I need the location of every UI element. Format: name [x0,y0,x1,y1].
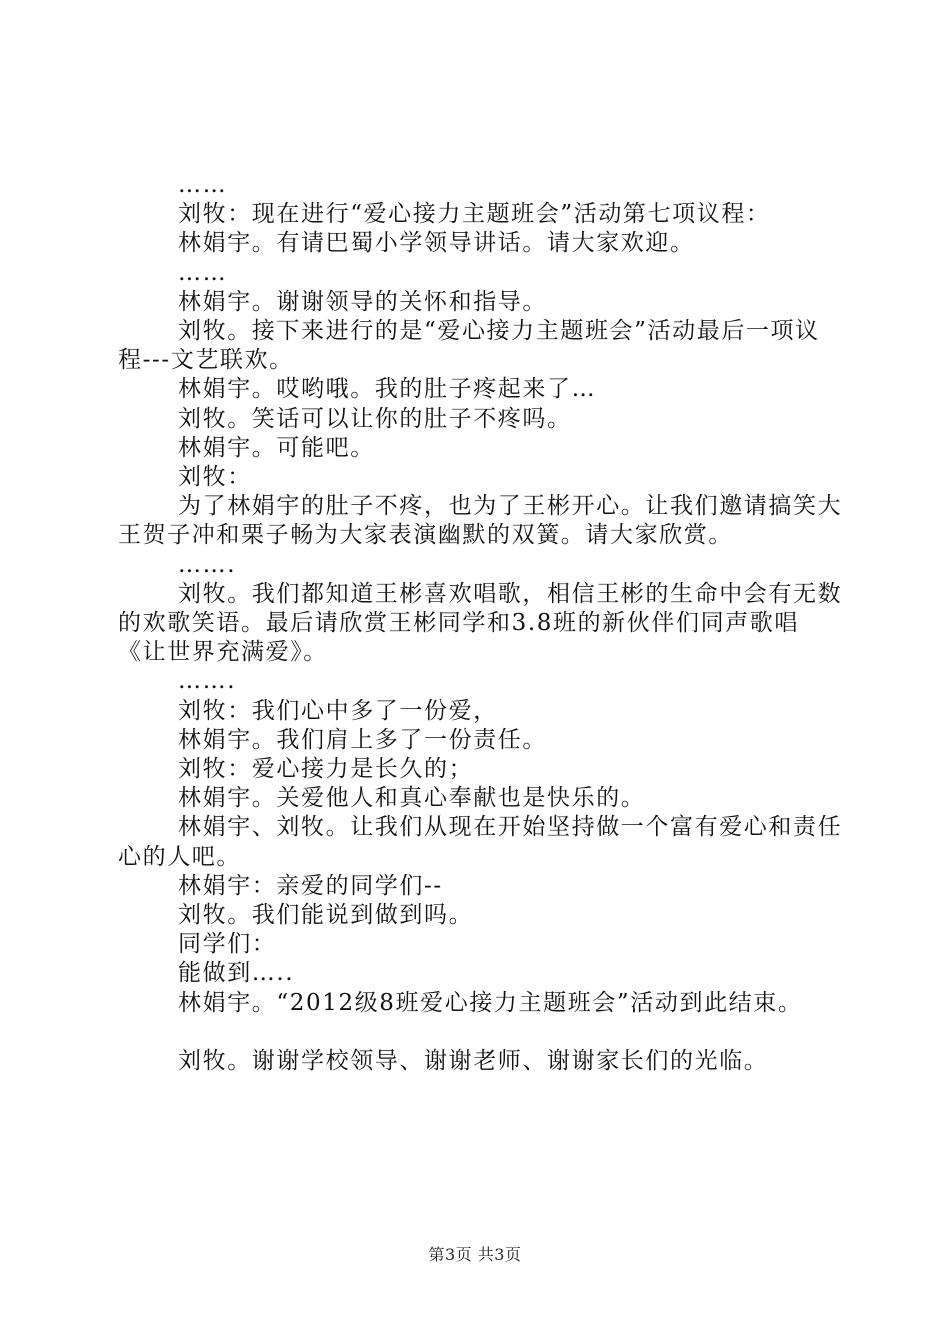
paragraph: 林娟宇。“2012级8班爱心接力主题班会”活动到此结束。 [178,989,803,1016]
paragraph: 林娟宇。谢谢领导的关怀和指导。 [178,288,547,315]
paragraph: 刘牧：现在进行“爱心接力主题班会”活动第七项议程： [178,201,771,228]
paragraph: 林娟宇。哎哟哦。我的肚子疼起来了… [178,376,597,403]
paragraph-ellipsis: …… [178,259,228,286]
paragraph: 林娟宇、刘牧。让我们从现在开始坚持做一个富有爱心和责任心的人吧。 [118,814,843,870]
paragraph: 刘牧：我们心中多了一份爱， [178,697,498,724]
paragraph: 刘牧。接下来进行的是“爱心接力主题班会”活动最后一项议程---文艺联欢。 [118,318,820,374]
document-body [118,171,848,1076]
paragraph: 林娟宇。可能吧。 [178,434,375,461]
paragraph: 刘牧。我们能说到做到吗。 [178,902,474,929]
paragraph: 刘牧。笑话可以让你的肚子不疼吗。 [178,405,572,432]
paragraph-ellipsis: …… [178,172,228,198]
paragraph: 为了林娟宇的肚子不疼，也为了王彬开心。让我们邀请搞笑大王贺子冲和栗子畅为大家表演幽默的双簧。请大家欣赏。 [118,493,843,549]
paragraph: 刘牧。我们都知道王彬喜欢唱歌，相信王彬的生命中会有无数的欢歌笑语。最后请欣赏王彬同学和3.8班的新伙伴们同声歌唱《让世界充满爱》。 [118,580,843,666]
paragraph: 林娟宇。关爱他人和真心奉献也是快乐的。 [178,785,646,812]
paragraph: 林娟宇。有请巴蜀小学领导讲话。请大家欢迎。 [178,230,695,257]
paragraph: 刘牧： [178,464,252,491]
page-number-footer: 第3页 共3页 [428,1245,522,1264]
paragraph: 刘牧。谢谢学校领导、谢谢老师、谢谢家长们的光临。 [178,1047,769,1074]
paragraph-ellipsis: ……. [178,668,237,695]
paragraph-ellipsis: ……. [178,551,237,578]
paragraph: 刘牧：爱心接力是长久的； [178,756,474,783]
paragraph: 同学们： [178,931,277,958]
paragraph: 林娟宇：亲爱的同学们-- [178,872,443,899]
paragraph: 能做到….. [178,960,295,987]
paragraph: 林娟宇。我们肩上多了一份责任。 [178,726,547,753]
